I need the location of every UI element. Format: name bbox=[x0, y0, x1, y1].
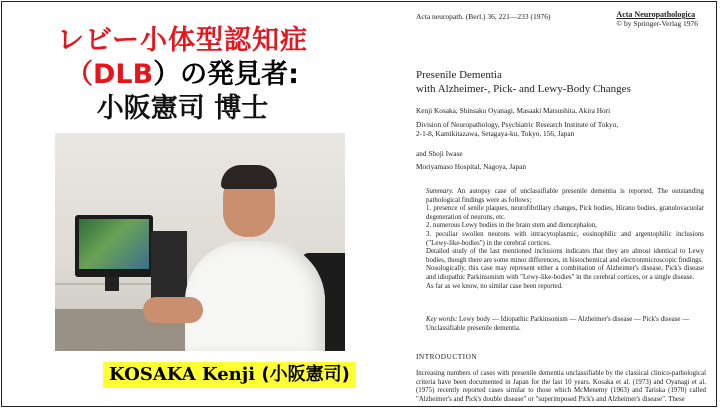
and-author: and Shoji Iwase bbox=[416, 148, 463, 158]
author-list: Kenji Kosaka, Shinsaku Oyanagi, Masaaki Matsushita, Akira Hori bbox=[416, 106, 611, 115]
keywords-label: Key words: bbox=[426, 316, 458, 323]
summary-line: Detailed study of the last mentioned inclusions indicates that they are almost identical to Lewy bodies, though there are some minor differences, in histochemical and electronmicroscopic findings. bbox=[426, 248, 704, 264]
photo-monitor bbox=[75, 215, 153, 277]
photo-computer-tower bbox=[151, 231, 187, 303]
affiliation-2: 2-1-8, Kamikitazawa, Setagaya-ku, Tokyo, 156, Japan bbox=[416, 129, 575, 138]
journal-name: Acta Neuropathologica bbox=[616, 10, 696, 19]
title-line-2-rest: ）の発見者: bbox=[153, 59, 299, 90]
paper-citation: Acta neuropath. (Berl.) 36, 221—233 (1976) bbox=[416, 12, 551, 21]
summary-line: 1. presence of senile plaques, neurofibrillary changes, Pick bodies, Hirano bodies, granulovacuolar degeneration of neurons, etc. bbox=[426, 205, 704, 221]
caption-japanese: (小阪憲司) bbox=[261, 364, 350, 385]
photo-monitor-stand bbox=[105, 277, 119, 291]
slide-title bbox=[0, 24, 365, 126]
paper-title bbox=[416, 68, 631, 96]
paper-title-line-2: with Alzheimer-, Pick- and Lewy-Body Changes bbox=[416, 83, 631, 95]
paper-summary bbox=[426, 188, 704, 291]
summary-line: 3. peculiar swollen neurons with intracytoplasmic, eosinophilic and argentophilic inclusions ("Lewy-like-bodies") in the cerebral cortices. bbox=[426, 230, 704, 247]
intro-heading: INTRODUCTION bbox=[416, 352, 478, 361]
affiliation-1: Division of Neuropathology, Psychiatric Research Institute of Tokyo, bbox=[416, 119, 619, 129]
title-paren-open: （ bbox=[65, 59, 93, 90]
paper-authors bbox=[416, 106, 706, 172]
photo-person-hair bbox=[221, 165, 277, 189]
caption-latin: KOSAKA Kenji bbox=[109, 364, 262, 385]
title-line-2 bbox=[0, 58, 365, 92]
intro-body bbox=[416, 370, 706, 404]
intro-text: Increasing numbers of cases with presenile dementia unclassifiable by the classical clinico-pathological criteria have been documented in Japan for the last 10 years. Kosaka et al. (1973) and Oyanagi et al. (1975) recently reported cases similar to those which McMenemy (1963) and Tariska (1970) called "Alzheimer's and Pick's double disease" or "superimposed Pick's and Alzheimer's disease". These bbox=[416, 370, 706, 403]
summary-line: Nosologically, this case may represent either a combination of Alzheimer's disease, Pick's disease and idiopathic Parkinsonism with "Lewy-like-bodies" in the cerebral cortices, or a single disease. bbox=[426, 265, 704, 281]
copyright: © by Springer-Verlag 1976 bbox=[616, 19, 698, 28]
journal-header bbox=[616, 10, 698, 28]
title-line-1: レビー小体型認知症 bbox=[57, 25, 308, 56]
summary-label: Summary. bbox=[426, 188, 454, 195]
summary-line: 2. numerous Lewy bodies in the brain stem and diencephalon, bbox=[426, 222, 597, 230]
photo-person-arm bbox=[143, 297, 203, 323]
summary-line: As far as we know, no similar case been reported. bbox=[426, 282, 563, 290]
portrait-photo bbox=[55, 133, 345, 351]
photo-caption bbox=[103, 362, 356, 388]
title-dlb: DLB bbox=[92, 59, 154, 90]
paper-page bbox=[382, 6, 714, 406]
paper-title-line-1: Presenile Dementia bbox=[416, 69, 502, 81]
affiliation-3: Moriyamaso Hospital, Nagoya, Japan bbox=[416, 162, 527, 171]
summary-line: An autopsy case of unclassifiable presenile dementia is reported. The outstanding pathological findings were as follows; bbox=[426, 188, 704, 204]
title-line-3: 小阪憲司 博士 bbox=[96, 93, 269, 124]
paper-keywords bbox=[426, 316, 704, 333]
photo-monitor-screen bbox=[79, 219, 149, 269]
keywords-text: Lewy body — Idiopathic Parkinsonism — Alzheimer's disease — Pick's disease — Unclassifiable presenile dementia. bbox=[426, 316, 690, 332]
photo-person-body bbox=[185, 241, 325, 351]
